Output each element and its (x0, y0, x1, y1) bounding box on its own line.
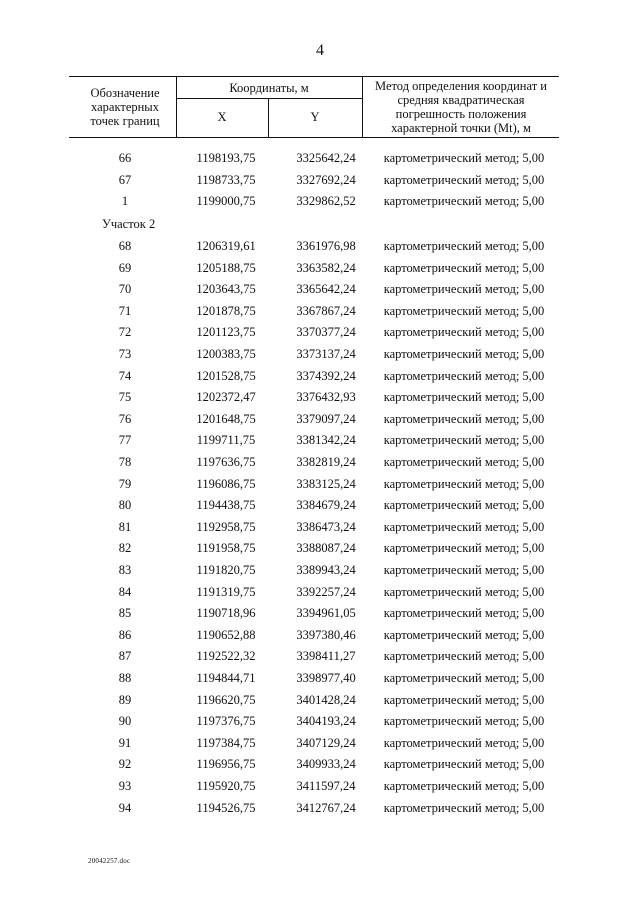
table-row (0, 409, 640, 431)
section-label: Участок 2 (102, 217, 156, 231)
coord-y: 3361976,98 (296, 239, 356, 253)
method: картометрический метод; 5,00 (383, 151, 545, 165)
table-row (0, 538, 640, 560)
coord-y: 3404193,24 (296, 714, 356, 729)
point-id: 79 (118, 476, 132, 491)
method: картометрический метод; 5,00 (383, 606, 545, 621)
method: картометрический метод; 5,00 (383, 390, 545, 405)
header-method: Метод определения координат и средняя квадратическая погрешность положения характерной точки (Мt), м (375, 79, 547, 135)
method: картометрический метод; 5,00 (383, 303, 545, 318)
point-id: 67 (118, 172, 132, 187)
coord-x: 1198733,75 (196, 172, 256, 187)
table-row (0, 366, 640, 388)
coord-y: 3388087,24 (296, 541, 356, 556)
coord-y: 3394961,05 (296, 606, 356, 621)
method: картометрический метод; 5,00 (383, 714, 545, 729)
point-id: 87 (118, 649, 132, 664)
table-row (0, 690, 640, 712)
method: картометрический метод; 5,00 (383, 411, 545, 426)
coord-y: 3389943,24 (296, 563, 356, 577)
coord-x: 1200383,75 (196, 347, 256, 361)
table-row (0, 279, 640, 301)
coord-x: 1199000,75 (196, 194, 256, 209)
page-number: 4 (316, 42, 324, 59)
method: картометрический метод; 5,00 (383, 649, 545, 664)
header-divider-3 (362, 76, 363, 137)
coord-x: 1192958,75 (196, 519, 256, 534)
coord-y: 3373137,24 (296, 347, 356, 361)
coord-x: 1205188,75 (196, 260, 256, 275)
point-id: 77 (118, 433, 132, 448)
point-id: 88 (118, 671, 132, 685)
method: картометрический метод; 5,00 (383, 476, 545, 491)
method: картометрический метод; 5,00 (383, 692, 545, 707)
point-id: 72 (118, 325, 132, 340)
table-row (0, 236, 640, 258)
point-id: 1 (121, 194, 129, 209)
coord-y: 3325642,24 (296, 151, 356, 165)
coord-x: 1194438,75 (196, 498, 256, 513)
table-row (0, 495, 640, 517)
coord-x: 1196956,75 (196, 757, 256, 772)
coord-x: 1201648,75 (196, 411, 256, 426)
coord-y: 3407129,24 (296, 735, 356, 750)
table-row (0, 711, 640, 733)
point-id: 80 (118, 498, 132, 513)
method: картометрический метод; 5,00 (383, 671, 545, 685)
coord-y: 3363582,24 (296, 260, 356, 275)
method: картометрический метод; 5,00 (383, 368, 545, 383)
coord-x: 1190652,88 (196, 627, 256, 642)
coord-y: 3397380,46 (296, 627, 356, 642)
method: картометрический метод; 5,00 (383, 541, 545, 556)
method: картометрический метод; 5,00 (383, 519, 545, 534)
header-coords-rule (176, 98, 362, 99)
coord-y: 3370377,24 (296, 325, 356, 340)
coord-x: 1199711,75 (196, 433, 256, 448)
method: картометрический метод; 5,00 (383, 563, 545, 577)
header-x: X (217, 110, 227, 124)
method: картометрический метод; 5,00 (383, 800, 545, 815)
coord-x: 1194526,75 (196, 800, 256, 815)
table-row (0, 603, 640, 625)
table-row (0, 646, 640, 668)
coord-y: 3398977,40 (296, 671, 356, 685)
method: картометрический метод; 5,00 (383, 239, 545, 253)
coord-y: 3392257,24 (296, 584, 356, 599)
method: картометрический метод; 5,00 (383, 735, 545, 750)
method: картометрический метод; 5,00 (383, 260, 545, 275)
method: картометрический метод; 5,00 (383, 347, 545, 361)
method: картометрический метод; 5,00 (383, 282, 545, 297)
point-id: 73 (118, 347, 132, 361)
coord-y: 3381342,24 (296, 433, 356, 448)
coord-x: 1195920,75 (196, 779, 256, 793)
method: картометрический метод; 5,00 (383, 433, 545, 448)
header-coordinates: Координаты, м (229, 81, 309, 95)
coord-y: 3409933,24 (296, 757, 356, 772)
table-row (0, 560, 640, 582)
coord-x: 1197384,75 (196, 735, 256, 750)
coord-x: 1201528,75 (196, 368, 256, 383)
coord-y: 3367867,24 (296, 303, 356, 318)
coord-y: 3379097,24 (296, 411, 356, 426)
header-bottom-rule (69, 137, 559, 138)
point-id: 90 (118, 714, 132, 729)
coord-x: 1196620,75 (196, 692, 256, 707)
point-id: 92 (118, 757, 132, 772)
coord-x: 1201878,75 (196, 303, 256, 318)
point-id: 66 (118, 151, 132, 165)
point-id: 78 (118, 455, 132, 469)
coord-x: 1201123,75 (196, 325, 256, 340)
coord-y: 3376432,93 (296, 390, 356, 405)
table-row (0, 754, 640, 776)
point-id: 84 (118, 584, 132, 599)
table-row (0, 474, 640, 496)
coord-x: 1203643,75 (196, 282, 256, 297)
table-row (0, 517, 640, 539)
point-id: 76 (118, 411, 132, 426)
coord-y: 3383125,24 (296, 476, 356, 491)
table-row (0, 301, 640, 323)
point-id: 82 (118, 541, 132, 556)
table-row (0, 322, 640, 344)
point-id: 85 (118, 606, 132, 621)
table-row (0, 170, 640, 192)
coord-y: 3365642,24 (296, 282, 356, 297)
method: картометрический метод; 5,00 (383, 498, 545, 513)
coord-x: 1198193,75 (196, 151, 256, 165)
point-id: 91 (118, 735, 132, 750)
method: картометрический метод; 5,00 (383, 627, 545, 642)
coord-x: 1197636,75 (196, 455, 256, 469)
coord-y: 3386473,24 (296, 519, 356, 534)
coord-y: 3398411,27 (296, 649, 356, 664)
method: картометрический метод; 5,00 (383, 194, 545, 209)
header-point-designation: Обозначение характерных точек границ (90, 86, 160, 128)
method: картометрический метод; 5,00 (383, 455, 545, 469)
coord-y: 3329862,52 (296, 194, 356, 209)
method: картометрический метод; 5,00 (383, 779, 545, 793)
point-id: 86 (118, 627, 132, 642)
point-id: 68 (118, 239, 132, 253)
coord-x: 1191319,75 (196, 584, 256, 599)
point-id: 69 (118, 260, 132, 275)
table-row (0, 258, 640, 280)
table-row (0, 776, 640, 798)
coord-x: 1194844,71 (196, 671, 256, 685)
table-row (0, 191, 640, 213)
coord-x: 1202372,47 (196, 390, 256, 405)
coord-x: 1206319,61 (196, 239, 256, 253)
table-row (0, 733, 640, 755)
method: картометрический метод; 5,00 (383, 325, 545, 340)
table-row (0, 387, 640, 409)
coord-x: 1196086,75 (196, 476, 256, 491)
point-id: 93 (118, 779, 132, 793)
point-id: 71 (118, 303, 132, 318)
point-id: 89 (118, 692, 132, 707)
coord-y: 3382819,24 (296, 455, 356, 469)
point-id: 94 (118, 800, 132, 815)
method: картометрический метод; 5,00 (383, 584, 545, 599)
point-id: 83 (118, 563, 132, 577)
coord-x: 1191820,75 (196, 563, 256, 577)
coord-y: 3412767,24 (296, 800, 356, 815)
table-row (0, 668, 640, 690)
footer-filename: 20042257.doc (88, 857, 131, 865)
table-row (0, 148, 640, 170)
table-row (0, 430, 640, 452)
method: картометрический метод; 5,00 (383, 757, 545, 772)
coord-x: 1197376,75 (196, 714, 256, 729)
header-top-rule (69, 76, 559, 77)
point-id: 70 (118, 282, 132, 297)
coord-y: 3384679,24 (296, 498, 356, 513)
coord-x: 1190718,96 (196, 606, 256, 621)
point-id: 75 (118, 390, 132, 405)
point-id: 81 (118, 519, 132, 534)
header-y: Y (310, 110, 320, 124)
coord-y: 3374392,24 (296, 368, 356, 383)
table-row (0, 452, 640, 474)
coord-x: 1191958,75 (196, 541, 256, 556)
coord-y: 3401428,24 (296, 692, 356, 707)
method: картометрический метод; 5,00 (383, 172, 545, 187)
coord-y: 3327692,24 (296, 172, 356, 187)
coord-x: 1192522,32 (196, 649, 256, 664)
table-row (0, 798, 640, 820)
table-row (0, 582, 640, 604)
table-row (0, 625, 640, 647)
point-id: 74 (118, 368, 132, 383)
table-row (0, 344, 640, 366)
coord-y: 3411597,24 (296, 779, 356, 793)
